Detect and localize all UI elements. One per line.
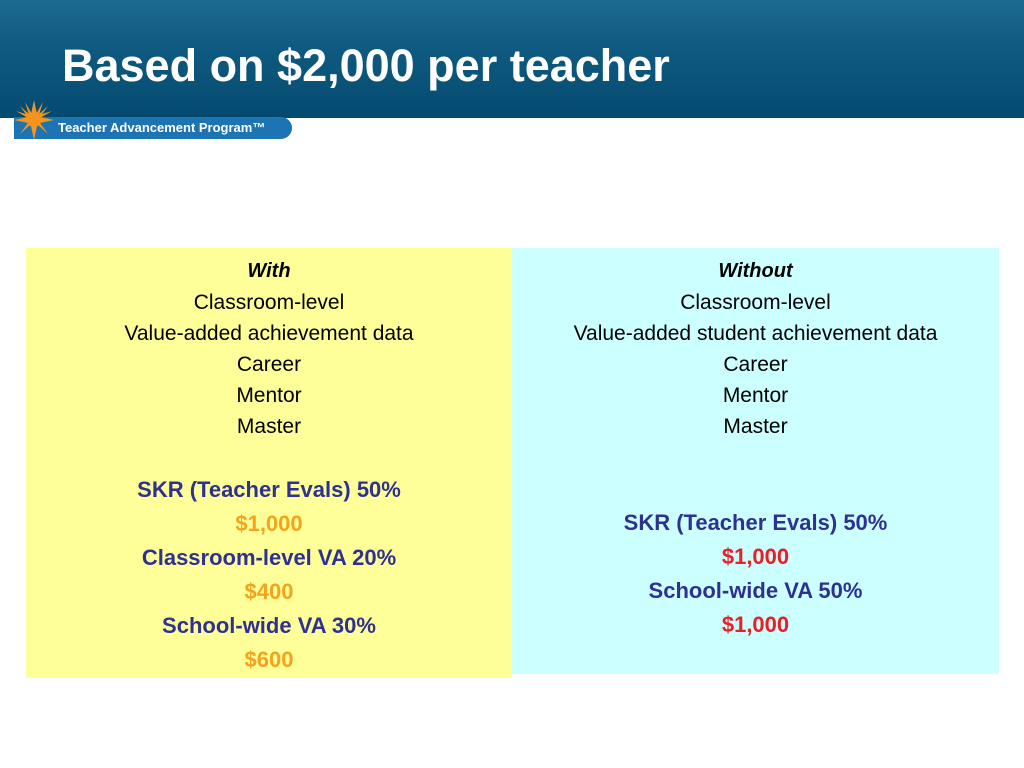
with-line: Master	[236, 415, 302, 438]
tap-logo	[14, 100, 296, 140]
without-heading: Without	[718, 260, 793, 282]
with-line: Career	[236, 353, 302, 376]
without-line: Career	[723, 353, 788, 376]
without-skr: SKR (Teacher Evals) 50%	[623, 510, 888, 535]
without-column	[512, 248, 999, 674]
with-skr-amount: $1,000	[235, 511, 303, 536]
spacer	[512, 442, 999, 506]
with-classroom-va: Classroom-level VA 20%	[141, 545, 397, 570]
without-line: Master	[723, 415, 788, 438]
slide-title: Based on $2,000 per teacher	[62, 40, 670, 91]
with-line: Value-added achievement data	[124, 322, 414, 345]
with-school-va: School-wide VA 30%	[162, 613, 376, 638]
with-line: Mentor	[236, 384, 302, 407]
with-skr: SKR (Teacher Evals) 50%	[137, 477, 401, 502]
spacer	[26, 442, 512, 473]
with-line: Classroom-level	[193, 291, 345, 314]
without-line: Classroom-level	[680, 291, 831, 314]
without-school-va: School-wide VA 50%	[648, 578, 863, 603]
without-line: Mentor	[722, 384, 789, 407]
logo-text: Teacher Advancement Program™	[58, 120, 266, 135]
with-heading: With	[247, 260, 291, 282]
sunburst-icon	[14, 100, 54, 140]
with-classroom-va-amount: $400	[244, 579, 294, 604]
without-school-va-amount: $1,000	[721, 612, 790, 637]
with-school-va-amount: $600	[244, 647, 294, 672]
without-skr-amount: $1,000	[721, 544, 790, 569]
without-line: Value-added student achievement data	[573, 322, 938, 345]
with-column	[26, 248, 512, 678]
